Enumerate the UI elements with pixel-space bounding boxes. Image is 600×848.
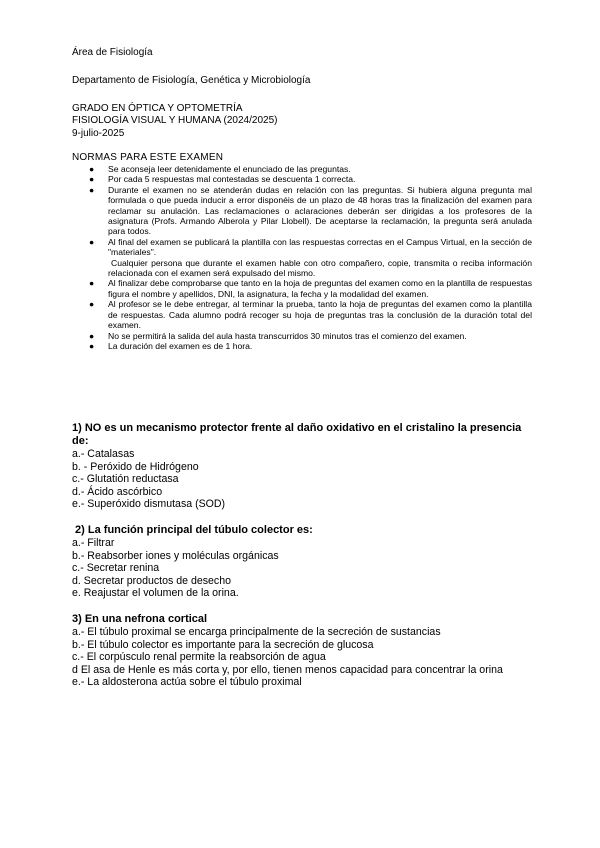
question-2: [72, 524, 532, 600]
rule-item: [72, 341, 532, 351]
rule-text: Al profesor se le debe entregar, al terminar la prueba, tanto la hoja de preguntas del examen como la plantilla de respuestas. Cada alumno podrá recoger su hoja de preguntas tras la conclusión de la duración total del examen.: [108, 299, 532, 331]
answer-option: c.- Secretar renina: [72, 562, 160, 575]
rule-item: [72, 237, 532, 258]
question-title: 3) En una nefrona cortical: [72, 613, 208, 625]
answer-option: e. Reajustar el volumen de la orina.: [72, 587, 239, 600]
area-label: Área de Fisiología: [72, 47, 153, 58]
question-1: [72, 422, 532, 511]
rule-item: [72, 185, 532, 237]
rule-item: [72, 331, 532, 341]
rule-item: [72, 258, 532, 279]
rule-text: Al final del examen se publicará la plantilla con las respuestas correctas en el Campus Virtual, en la sección de "materiales".: [108, 236, 532, 258]
bullet-icon: ●: [89, 164, 95, 174]
question-title: 2) La función principal del túbulo colector es:: [72, 524, 313, 536]
bullet-icon: ●: [89, 236, 95, 247]
question-title: 1) NO es un mecanismo protector frente al daño oxidativo en el cristalino la presencia de:: [72, 422, 522, 447]
rule-text: Durante el examen no se atenderán dudas en relación con las preguntas. Si hubiera alguna pregunta mal formulada o que pueda inducir a error disponéis de un plazo de 48 horas tras la finalización del examen para reclamar su anulación. Las reclamaciones o aclaraciones deberán ser dirigidas a los profesores de la asignatura (Profs. Armando Alberola y Pilar Llobell). De aceptarse la reclamación, la pregunta será anulada para todos.: [108, 184, 532, 237]
answer-option: a.- El túbulo proximal se encarga principalmente de la secreción de sustancias: [72, 626, 441, 638]
question-3: [72, 613, 532, 689]
rule-text: La duración del examen es de 1 hora.: [108, 340, 253, 351]
answer-option: e.- La aldosterona actúa sobre el túbulo proximal: [72, 676, 302, 689]
bullet-icon: ●: [89, 278, 95, 289]
rules-list: [72, 164, 532, 351]
bullet-icon: ●: [89, 184, 95, 195]
answer-option: c.- Glutatión reductasa: [72, 473, 179, 486]
rule-text: Cualquier persona que durante el examen hable con otro compañero, copie, transmita o reciba información relacionada con el examen será expulsado del mismo.: [108, 257, 532, 279]
answer-option: e.- Superóxido dismutasa (SOD): [72, 498, 226, 511]
bullet-icon: ●: [89, 330, 95, 341]
answer-option: d. Secretar productos de desecho: [72, 574, 232, 587]
rule-text: Por cada 5 respuestas mal contestadas se descuenta 1 correcta.: [108, 174, 356, 185]
exam-rules: [72, 152, 532, 351]
degree-label: GRADO EN ÓPTICA Y OPTOMETRÍA: [72, 103, 243, 114]
answer-option: b. - Peróxido de Hidrógeno: [72, 460, 199, 473]
rule-item: [72, 278, 532, 299]
answer-option: c.- El corpúsculo renal permite la reabsorción de agua: [72, 651, 326, 664]
rule-text: Se aconseja leer detenidamente el enunciado de las preguntas.: [108, 164, 351, 174]
exam-date: 9-julio-2025: [72, 128, 125, 139]
bullet-icon: ●: [89, 299, 95, 310]
rules-title: NORMAS PARA ESTE EXAMEN: [72, 152, 224, 163]
rule-item: [72, 174, 532, 184]
bullet-icon: ●: [89, 174, 95, 185]
rule-item: [72, 299, 532, 330]
answer-option: b.- El túbulo colector es importante para la secreción de glucosa: [72, 638, 374, 651]
rule-text: No se permitirá la salida del aula hasta transcurridos 30 minutos tras el comienzo del examen.: [108, 330, 467, 341]
answer-option: a.- Filtrar: [72, 537, 115, 549]
answer-option: d.- Ácido ascórbico: [72, 485, 163, 498]
answer-option: a.- Catalasas: [72, 448, 135, 460]
answer-option: b.- Reabsorber iones y moléculas orgánicas: [72, 549, 279, 562]
rule-item: [72, 164, 532, 174]
course-label: FISIOLOGÍA VISUAL Y HUMANA (2024/2025): [72, 115, 278, 126]
answer-option: d El asa de Henle es más corta y, por ello, tienen menos capacidad para concentrar la orina: [72, 663, 503, 676]
bullet-icon: ●: [89, 340, 95, 351]
rule-text: Al finalizar debe comprobarse que tanto en la hoja de preguntas del examen como en la plantilla de respuestas figura el nombre y apellidos, DNI, la asignatura, la fecha y la modalidad del examen.: [108, 278, 532, 299]
department-label: Departamento de Fisiología, Genética y Microbiología: [72, 75, 311, 86]
